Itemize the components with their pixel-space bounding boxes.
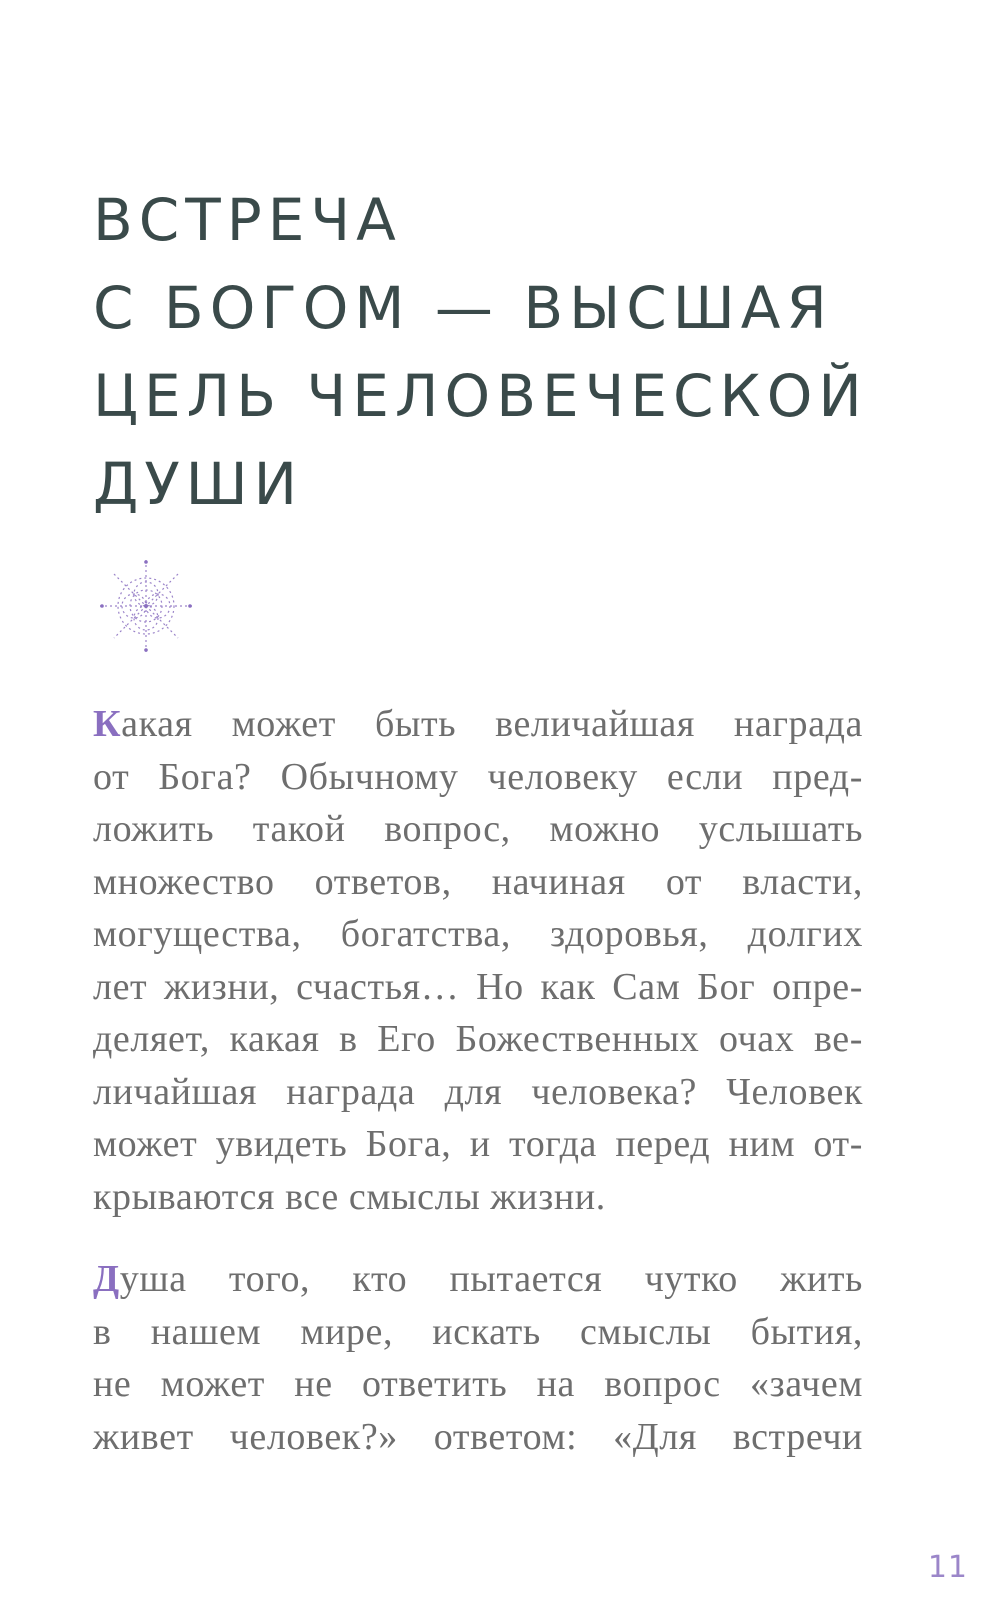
dropcap-letter: К	[93, 703, 122, 745]
paragraph-line: могущества, богатства, здоровья, долгих	[93, 913, 863, 955]
paragraph-line: крываются все смыслы жизни.	[93, 1175, 606, 1218]
paragraph	[93, 698, 863, 1223]
paragraph-line-text: уша того, кто пытается чутко жить	[119, 1258, 863, 1300]
paragraph-line: ложить такой вопрос, можно услышать	[93, 808, 863, 850]
paragraph-line-text: акая может быть величайшая награда	[121, 703, 863, 745]
paragraph-line: в нашем мире, искать смыслы бытия,	[93, 1310, 863, 1353]
paragraph	[93, 1253, 863, 1463]
chapter-title	[93, 176, 953, 528]
paragraph-line: может увидеть Бога, и тогда перед ним от-	[93, 1123, 863, 1165]
paragraph-line	[93, 1253, 863, 1306]
paragraph-line: не может не ответить на вопрос «зачем	[93, 1363, 863, 1405]
mandala-ornament-icon	[98, 558, 194, 654]
chapter-title-line: С БОГОМ — ВЫСШАЯ	[93, 274, 833, 342]
paragraph-line: от Бога? Обычному человеку если пред-	[93, 755, 863, 798]
paragraph-line: лет жизни, счастья… Но как Сам Бог опре-	[93, 965, 863, 1008]
chapter-title-line: ДУШИ	[93, 450, 304, 518]
chapter-title-line: ЦЕЛЬ ЧЕЛОВЕЧЕСКОЙ	[93, 362, 868, 430]
paragraph-line: деляет, какая в Его Божественных очах ве-	[93, 1018, 863, 1060]
dropcap-letter: Д	[93, 1258, 120, 1300]
chapter-title-line: ВСТРЕЧА	[93, 186, 402, 254]
paragraph-line: личайшая награда для человека? Человек	[93, 1070, 863, 1113]
paragraph-line	[93, 698, 863, 751]
paragraph-line: живет человек?» ответом: «Для встречи	[93, 1415, 863, 1458]
page-number: 11	[927, 1550, 968, 1585]
paragraph-line: множество ответов, начиная от власти,	[93, 860, 863, 903]
